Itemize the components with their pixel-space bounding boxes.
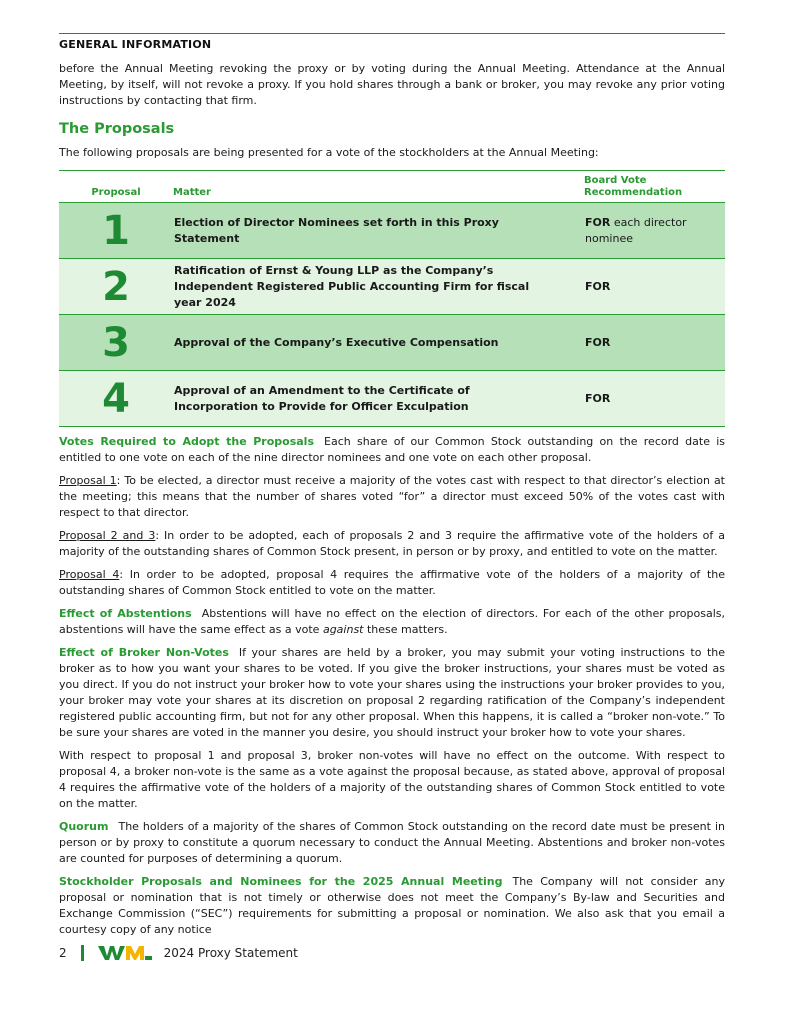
recommendation-for: FOR bbox=[585, 391, 611, 405]
recommendation-detail: each director nominee bbox=[585, 215, 687, 245]
proposal-matter: Ratification of Ernst & Young LLP as the Company’s Independent Registered Public Accounting Firm for fiscal year 2024 bbox=[173, 259, 584, 315]
proposal-matter: Election of Director Nominees set forth in this Proxy Statement bbox=[173, 203, 584, 259]
broker-paragraph bbox=[59, 645, 725, 741]
footer-title: 2024 Proxy Statement bbox=[163, 946, 298, 960]
header-rule bbox=[59, 33, 725, 34]
proposal-4-label: Proposal 4 bbox=[59, 568, 120, 581]
column-recommendation bbox=[584, 171, 725, 203]
proposal-number: 3 bbox=[59, 315, 173, 371]
broker-text: If your shares are held by a broker, you may submit your voting instructions to the broker as to how you want your shares to be voted. If you give the broker instructions, your shares must be voted as you direct. If you do not instruct your broker how to vote your shares using the instructions your broker provides to you, your broker may vote your shares at its discretion on proposal 2 regarding ratification of the Company’s independent registered public accounting firm, but not for any other proposal. When this happens, it is called a “broker non-vote.” To be sure your shares are voted in the manner you desire, you should instruct your broker how to vote your shares. bbox=[59, 646, 725, 739]
proposal-2-3-label: Proposal 2 and 3 bbox=[59, 529, 156, 542]
table-row bbox=[59, 203, 725, 259]
abstentions-text-after: these matters. bbox=[363, 623, 448, 636]
votes-required-paragraph bbox=[59, 434, 725, 466]
proposal-1-paragraph bbox=[59, 473, 725, 521]
quorum-label: Quorum bbox=[59, 820, 109, 833]
table-row bbox=[59, 371, 725, 427]
votes-required-label: Votes Required to Adopt the Proposals bbox=[59, 435, 315, 448]
abstentions-italic: against bbox=[322, 623, 364, 636]
column-recommendation-label: Board Vote Recommendation bbox=[584, 175, 683, 198]
proposals-heading: The Proposals bbox=[59, 121, 175, 137]
abstentions-label: Effect of Abstentions bbox=[59, 607, 192, 620]
proposals-table bbox=[59, 170, 725, 427]
proposal-recommendation bbox=[584, 371, 725, 427]
wm-logo-icon bbox=[98, 945, 152, 961]
proposal-number: 2 bbox=[59, 259, 173, 315]
stockholder-proposals-label: Stockholder Proposals and Nominees for the 2025 Annual Meeting bbox=[59, 875, 503, 888]
table-header-row bbox=[59, 171, 725, 203]
abstentions-text-before: Abstentions will have no effect on the election of directors. For each of the other proposals, abstentions will have the same effect as a vote bbox=[59, 607, 725, 636]
proposal-4-text: : In order to be adopted, proposal 4 requires the affirmative vote of the holders of a majority of the outstanding shares of Common Stock entitled to vote on the matter. bbox=[59, 568, 725, 597]
page-footer bbox=[59, 944, 298, 962]
proposal-recommendation bbox=[584, 203, 725, 259]
broker-followup-paragraph: With respect to proposal 1 and proposal 3, broker non-votes will have no effect on the outcome. With respect to proposal 4, a broker non-vote is the same as a vote against the proposal because, as stated above, approval of proposal 4 requires the affirmative vote of the holders of a majority of the outstanding shares of Common Stock entitled to vote on the matter. bbox=[59, 749, 725, 810]
column-matter: Matter bbox=[173, 171, 584, 203]
quorum-text: The holders of a majority of the shares of Common Stock outstanding on the record date must be present in person or by proxy to constitute a quorum necessary to conduct the Annual Meeting. Abstentions and broker non-votes are counted for purposes of determining a quorum. bbox=[59, 820, 725, 865]
abstentions-paragraph bbox=[59, 606, 725, 638]
section-header: GENERAL INFORMATION bbox=[59, 38, 212, 51]
stockholder-proposals-text: The Company will not consider any proposal or nomination that is not timely or otherwise does not meet the Company’s By-law and Securities and Exchange Commission (“SEC”) requirements for submitting a proposal or nomination. We also ask that you email a courtesy copy of any notice bbox=[59, 875, 725, 936]
column-proposal: Proposal bbox=[59, 171, 173, 203]
proposals-lead: The following proposals are being presented for a vote of the stockholders at the Annual Meeting: bbox=[59, 146, 599, 159]
broker-label: Effect of Broker Non-Votes bbox=[59, 646, 229, 659]
proposal-matter: Approval of the Company’s Executive Compensation bbox=[173, 315, 584, 371]
recommendation-for: FOR bbox=[585, 335, 611, 349]
proposal-4-paragraph bbox=[59, 567, 725, 599]
votes-required-text: Each share of our Common Stock outstanding on the record date is entitled to one vote on each of the nine director nominees and one vote on each other proposal. bbox=[59, 435, 725, 464]
proposal-recommendation bbox=[584, 259, 725, 315]
table-row bbox=[59, 315, 725, 371]
stockholder-proposals-paragraph bbox=[59, 874, 725, 938]
proposal-number: 1 bbox=[59, 203, 173, 259]
recommendation-for: FOR bbox=[585, 215, 611, 229]
proposal-1-text: : To be elected, a director must receive a majority of the votes cast with respect to that director’s election at the meeting; this means that the number of shares voted “for” a director must exceed 50% of the votes cast with respect to that director. bbox=[59, 474, 725, 519]
proposal-2-3-paragraph bbox=[59, 528, 725, 560]
proposal-recommendation bbox=[584, 315, 725, 371]
quorum-paragraph bbox=[59, 819, 725, 867]
recommendation-for: FOR bbox=[585, 279, 611, 293]
document-page bbox=[59, 33, 725, 938]
page-number: 2 bbox=[59, 946, 67, 960]
proposal-2-3-text: : In order to be adopted, each of proposals 2 and 3 require the affirmative vote of the holders of a majority of the outstanding shares of Common Stock present, in person or by proxy, and entitled to vote on the matter. bbox=[59, 529, 726, 558]
proposal-number: 4 bbox=[59, 371, 173, 427]
proposal-1-label: Proposal 1 bbox=[59, 474, 117, 487]
table-row bbox=[59, 259, 725, 315]
proposal-matter: Approval of an Amendment to the Certificate of Incorporation to Provide for Officer Exculpation bbox=[173, 371, 584, 427]
intro-paragraph: before the Annual Meeting revoking the proxy or by voting during the Annual Meeting. Attendance at the Annual Meeting, by itself, will not revoke a proxy. If you hold shares through a bank or broker, you may revoke any prior voting instructions by contacting that firm. bbox=[59, 62, 725, 107]
footer-divider bbox=[81, 945, 84, 961]
